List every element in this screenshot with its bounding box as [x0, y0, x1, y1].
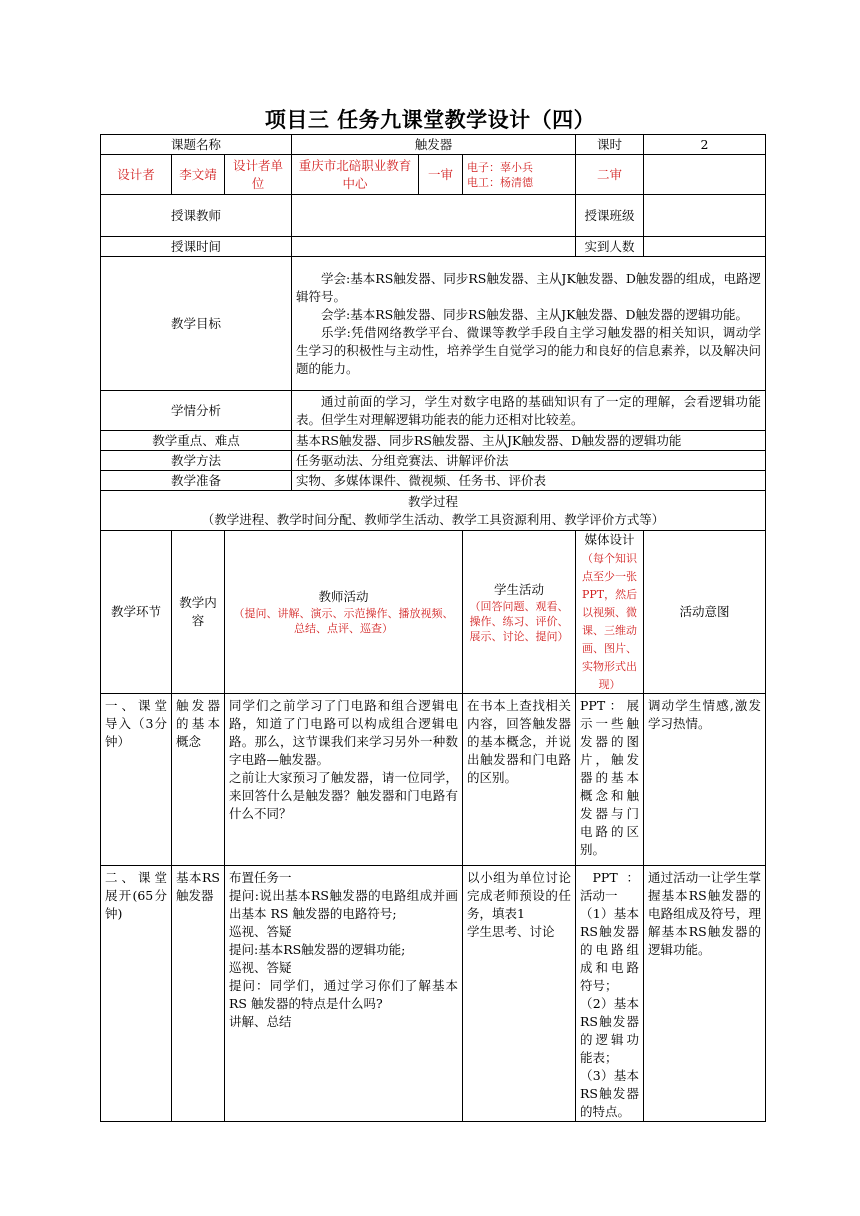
teacher-label: 授课教师 [101, 195, 292, 237]
col-media-note: （每个知识点至少一张PPT，然后以视频、微课、三维动画、图片、实物形式出现） [581, 552, 638, 691]
analysis-label: 学情分析 [101, 391, 292, 431]
course-name-label: 课题名称 [101, 135, 292, 155]
row-2-student: 以小组为单位讨论完成老师预设的任务，填表1 学生思考、讨论 [463, 866, 576, 1122]
row-2-stage: 二、课堂展开(65分钟) [101, 866, 172, 1122]
reviewer-electrical: 电工：杨清德 [467, 175, 533, 189]
attendance-value [644, 237, 766, 257]
objective-enjoy: 乐学:凭借网络教学平台、微课等教学手段自主学习触发器的相关知识，调动学生学习的积极性与主动性，培养学生自觉学习的能力和良好的信息素养，以及解决问题的能力。 [296, 324, 762, 376]
reviewer-electronics: 电子：辜小兵 [467, 160, 533, 174]
class-value [644, 195, 766, 237]
col-teacher-note: （提问、讲解、演示、示范操作、播放视频、总结、点评、巡查） [233, 607, 454, 635]
objectives-label: 教学目标 [101, 257, 292, 391]
key-points-text: 基本RS触发器、同步RS触发器、主从JK触发器、D触发器的逻辑功能 [292, 431, 766, 451]
time-value [292, 237, 576, 257]
row-1-student: 在书本上查找相关内容，回答触发器的基本概念，并说出触发器和门电路的区别。 [463, 694, 576, 866]
designer-unit-value: 重庆市北碚职业教育中心 [292, 155, 419, 195]
row-2-teacher: 布置任务一 提问:说出基本RS触发器的电路组成并画出基本 RS 触发器的电路符号; 巡视、答疑 提问:基本RS触发器的逻辑功能; 巡视、答疑 提问：同学们，通过学习你们了解基本 RS 触发器的特点是什么吗? 讲解、总结 [225, 866, 463, 1122]
row-2-media: PPT：活动一 （1）基本RS触发器的电路组成和电路符号； （2）基本RS触发器的逻辑功能表； （3）基本RS触发器的特点。 [576, 866, 644, 1122]
methods-text: 任务驱动法、分组竞赛法、讲解评价法 [292, 451, 766, 471]
teacher-value [292, 195, 576, 237]
row-1-content: 触发器的基本概念 [172, 694, 225, 866]
page-title: 项目三 任务九课堂教学设计（四） [264, 108, 596, 132]
process-title: 教学过程 [408, 493, 459, 509]
class-label: 授课班级 [576, 195, 644, 237]
first-review-label: 一审 [419, 155, 463, 195]
second-review-label: 二审 [576, 155, 644, 195]
col-teacher: 教师活动 （提问、讲解、演示、示范操作、播放视频、总结、点评、巡查） [225, 531, 463, 694]
row-2-content: 基本RS触发器 [172, 866, 225, 1122]
key-points-label: 教学重点、难点 [101, 431, 292, 451]
methods-label: 教学方法 [101, 451, 292, 471]
row-1-media: PPT：展示一些触发器的图片，触发器的基本概念和触发器与门电路的区别。 [576, 694, 644, 866]
designer-unit-label: 设计者单位 [225, 155, 292, 195]
analysis-text: 通过前面的学习，学生对数字电路的基础知识有了一定的理解，会看逻辑功能表。但学生对理解逻辑功能表的能力还相对比较差。 [292, 391, 766, 431]
class-hours-value: 2 [644, 135, 766, 155]
process-subtitle: （教学进程、教学时间分配、教师学生活动、教学工具资源利用、教学评价方式等） [201, 511, 665, 527]
lesson-plan-table [100, 134, 766, 1122]
attendance-label: 实到人数 [576, 237, 644, 257]
col-student: 学生活动 （回答问题、观看、操作、练习、评价、展示、讨论、提问） [463, 531, 576, 694]
col-intent: 活动意图 [644, 531, 766, 694]
objectives-text [292, 257, 766, 391]
time-label: 授课时间 [101, 237, 292, 257]
row-1-teacher: 同学们之前学习了门电路和组合逻辑电路，知道了门电路可以构成组合逻辑电路。那么，这节课我们来学习另外一种数字电路—触发器。 之前让大家预习了触发器，请一位同学，来回答什么是触发器？触发器和门电路有什么不同？ [225, 694, 463, 866]
process-header [101, 491, 766, 531]
designer-value: 李文靖 [172, 155, 225, 195]
col-stage: 教学环节 [101, 531, 172, 694]
course-name-value: 触发器 [292, 135, 576, 155]
col-student-note: （回答问题、观看、操作、练习、评价、展示、讨论、提问） [469, 599, 569, 643]
row-1-intent: 调动学生情感,激发学习热情。 [644, 694, 766, 866]
preparation-label: 教学准备 [101, 471, 292, 491]
row-2-intent: 通过活动一让学生掌握基本RS触发器的电路组成及符号，理解基本RS触发器的逻辑功能。 [644, 866, 766, 1122]
designer-label: 设计者 [101, 155, 172, 195]
objective-skill: 会学:基本RS触发器、同步RS触发器、主从JK触发器、D触发器的逻辑功能。 [321, 306, 749, 322]
objective-learn: 学会:基本RS触发器、同步RS触发器、主从JK触发器、D触发器的组成，电路逻辑符号。 [296, 270, 762, 304]
col-media: 媒体设计（每个知识点至少一张PPT，然后以视频、微课、三维动画、图片、实物形式出现） [576, 531, 644, 694]
row-1-stage: 一、课堂导入（3分钟） [101, 694, 172, 866]
second-review-value [644, 155, 766, 195]
first-review-value [463, 155, 576, 195]
col-content: 教学内容 [172, 531, 225, 694]
class-hours-label: 课时 [576, 135, 644, 155]
preparation-text: 实物、多媒体课件、微视频、任务书、评价表 [292, 471, 766, 491]
